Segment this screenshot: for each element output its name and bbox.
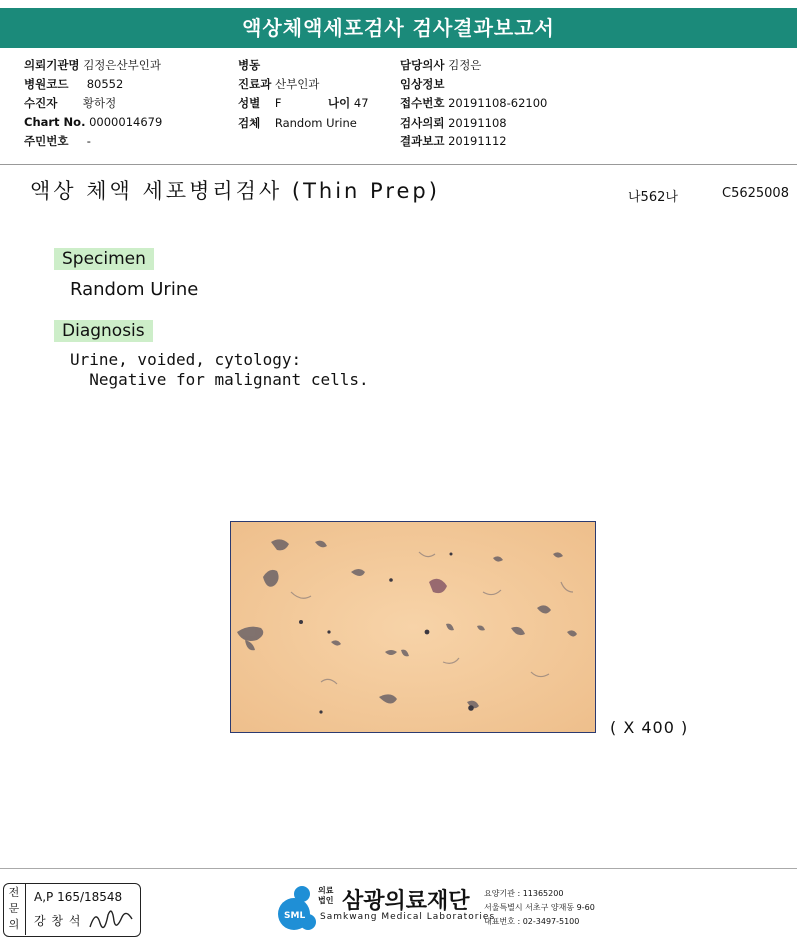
report-main-title: 액상 체액 세포병리검사 (Thin Prep) (30, 179, 440, 203)
logo-name: 삼광의료재단 (342, 889, 470, 914)
info-accession: 접수번호 20191108-62100 (400, 96, 548, 110)
stamp-side-label: 전문의 (3, 883, 26, 935)
info-hospital-code: 병원코드 80552 (24, 77, 124, 91)
info-request: 검사의뢰 20191108 (400, 116, 507, 130)
info-dept: 진료과 산부인과 (238, 77, 320, 91)
svg-text:SML: SML (284, 911, 306, 921)
info-doctor: 담당의사 김정은 (400, 58, 482, 72)
magnification-label: ( X 400 ) (610, 718, 689, 737)
info-clinical: 임상정보 (400, 77, 445, 91)
sml-logo-icon (272, 884, 316, 932)
institution-address: 서울특별시 서초구 양재동 9-60 (484, 903, 595, 912)
specimen-value: Random Urine (70, 279, 199, 300)
report-code-1: 나562나 (628, 190, 678, 205)
microscopy-image (230, 521, 596, 733)
stamp-license: A,P 165/18548 (34, 890, 123, 904)
info-sex: 성별 F (238, 96, 282, 110)
specimen-heading: Specimen (54, 248, 154, 270)
info-ward: 병동 (238, 58, 261, 72)
handwritten-signature (88, 905, 136, 933)
info-patient: 수진자 황하정 (24, 96, 117, 110)
institution-code: 요양기관 : 11365200 (484, 889, 564, 898)
report-code-2: C5625008 (722, 186, 789, 201)
header-divider (0, 164, 797, 165)
info-specimen: 검체 Random Urine (238, 116, 357, 130)
logo-english: Samkwang Medical Laboratories (320, 912, 496, 922)
footer-divider (0, 868, 797, 869)
report-title: 액상체액세포검사 검사결과보고서 (0, 8, 797, 48)
institution-phone: 대표번호 : 02-3497-5100 (484, 917, 580, 926)
info-institution: 의뢰기관명 김정은산부인과 (24, 58, 161, 72)
info-chart: Chart No. 0000014679 (24, 115, 163, 129)
logo-prefix: 의료 법인 (318, 886, 334, 905)
stamp-name: 강 창 석 (34, 914, 82, 928)
info-report-date: 결과보고 20191112 (400, 134, 507, 148)
info-age: 나이 47 (328, 96, 369, 110)
diagnosis-line-2: Negative for malignant cells. (70, 370, 369, 389)
diagnosis-heading: Diagnosis (54, 320, 153, 342)
diagnosis-line-1: Urine, voided, cytology: (70, 350, 302, 369)
info-resident: 주민번호 - (24, 134, 91, 148)
